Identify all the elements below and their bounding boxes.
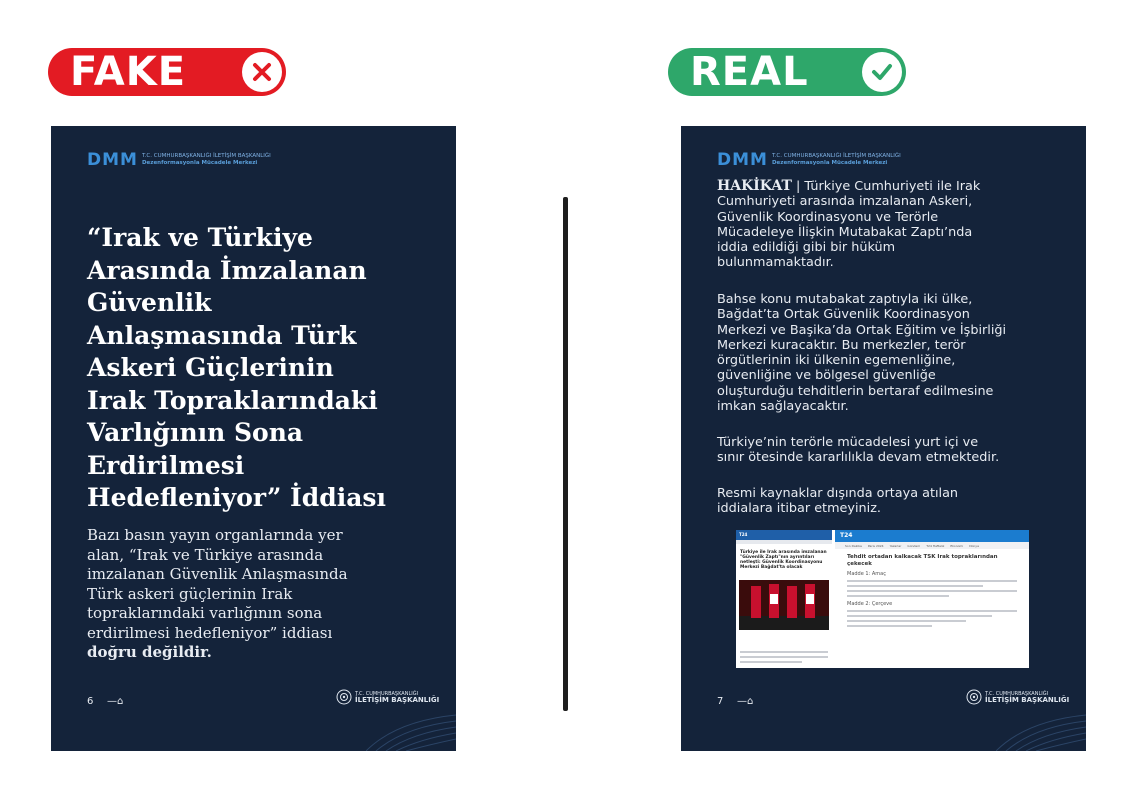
dmm-logo xyxy=(87,150,271,170)
fake-badge xyxy=(48,48,286,96)
left-site-logo: T24 xyxy=(736,530,832,540)
truth-paragraph-2: Bahse konu mutabakat zaptıyla iki ülke, Bağdat’ta Ortak Güvenlik Koordinasyon Merkezi ve Başika’da Ortak Eğitim ve İşbirliği Merkezi kuracaktır. Bu merkezler, terör örgütlerinin iki ülkenin egemenliğine, güvenliğine ve bölgesel güvenliğe oluşturduğu tehditlerin bertaraf edilmesine imkan sağlayacaktır. xyxy=(717,292,1007,415)
check-icon xyxy=(862,52,902,92)
real-badge xyxy=(668,48,906,96)
x-icon xyxy=(242,52,282,92)
truth-paragraph-3: Türkiye’nin terörle mücadelesi yurt içi ve sınır ötesinde kararlılıkla devam etmektedir. xyxy=(717,435,1000,466)
home-icon: —⌂ xyxy=(107,696,124,707)
nav-item: Son Dakika xyxy=(845,543,862,548)
nav-item: T24 Haftalık xyxy=(926,543,945,548)
truth-paragraph-4: Resmi kaynaklar dışında ortaya atılan iddialara itibar etmeyiniz. xyxy=(717,486,959,517)
section-2-heading: Madde 2: Çerçeve xyxy=(847,601,893,607)
page-number: 7 xyxy=(717,696,724,707)
claim-body xyxy=(87,526,377,663)
real-page xyxy=(681,126,1086,751)
org-line2: İLETİŞİM BAŞKANLIĞI xyxy=(355,696,440,704)
news-screenshot-left xyxy=(736,530,832,668)
nav-item: Ekonomi xyxy=(950,543,964,548)
page-number: 6 xyxy=(87,696,94,707)
dmm-logo-mark: DMM xyxy=(717,150,768,170)
fake-label: FAKE xyxy=(70,49,187,95)
nav-item: Gündem xyxy=(907,543,921,548)
iletisim-logo xyxy=(966,689,1069,705)
right-site-logo: T24 xyxy=(835,530,1029,542)
truth-separator: | xyxy=(791,179,805,194)
left-article-title: Türkiye ile Irak arasında imzalanan "Güvenlik Zaptı"nın ayrıntıları netleşti: Güvenlik Koordinasyonu Merkezi Bağdat'ta olacak xyxy=(740,550,827,570)
dmm-logo-mark: DMM xyxy=(87,150,138,170)
real-label: REAL xyxy=(690,49,809,95)
truth-lead-text: Türkiye Cumhuriyeti ile Irak Cumhuriyeti arasında imzalanan Askeri, Güvenlik Koordinasyonu ve Terörle Mücadeleye İlişkin Mutabakat Zaptı’nda iddia edildiği gibi bir hüküm bulunmamaktadır. xyxy=(717,179,981,271)
nav-item: Yazarlar xyxy=(889,543,902,548)
org-line1: T.C. CUMHURBAŞKANLIĞI xyxy=(355,691,419,697)
logo-line2: Dezenformasyonla Mücadele Merkezi xyxy=(771,160,888,166)
news-screenshot xyxy=(736,530,1029,668)
logo-line1: T.C. CUMHURBAŞKANLIĞI İLETİŞİM BAŞKANLIĞI xyxy=(771,153,901,159)
right-article-title: Tehdit ortadan kalkacak TSK Irak topraklarından çekecek xyxy=(847,554,998,567)
flags-photo xyxy=(739,580,829,630)
nav-item: Dünya xyxy=(969,543,979,548)
center-divider xyxy=(563,197,568,711)
truth-label: HAKİKAT xyxy=(717,178,792,194)
seal-icon xyxy=(966,689,982,705)
claim-title: “Irak ve Türkiye Arasında İmzalanan Güvenlik Anlaşmasında Türk Askeri Güçlerinin Irak Topraklarındaki Varlığının Sona Erdirilmesi Hedefleniyor” İddiası xyxy=(87,223,386,512)
nav-item: Paris 2024 xyxy=(867,543,884,548)
truth-lead xyxy=(717,179,1007,271)
logo-line1: T.C. CUMHURBAŞKANLIĞI İLETİŞİM BAŞKANLIĞI xyxy=(141,153,271,159)
site-nav xyxy=(835,542,1029,549)
seal-icon xyxy=(336,689,352,705)
fake-page xyxy=(51,126,456,751)
home-icon: —⌂ xyxy=(737,696,754,707)
dmm-logo xyxy=(717,150,901,170)
decorative-waves xyxy=(996,711,1086,751)
org-line1: T.C. CUMHURBAŞKANLIĞI xyxy=(985,691,1049,697)
org-line2: İLETİŞİM BAŞKANLIĞI xyxy=(985,696,1070,704)
section-1-heading: Madde 1: Amaç xyxy=(847,571,886,577)
news-screenshot-right xyxy=(835,530,1029,668)
claim-verdict: doğru değildir. xyxy=(87,643,212,661)
logo-line2: Dezenformasyonla Mücadele Merkezi xyxy=(141,160,258,166)
decorative-waves xyxy=(366,711,456,751)
claim-body-text: Bazı basın yayın organlarında yer alan, “Irak ve Türkiye arasında imzalanan Güvenlik Anlaşmasında Türk askeri güçlerinin Irak topraklarındaki varlığının sona erdirilmesi hedefleniyor” iddiası xyxy=(87,526,348,642)
iletisim-logo xyxy=(336,689,439,705)
